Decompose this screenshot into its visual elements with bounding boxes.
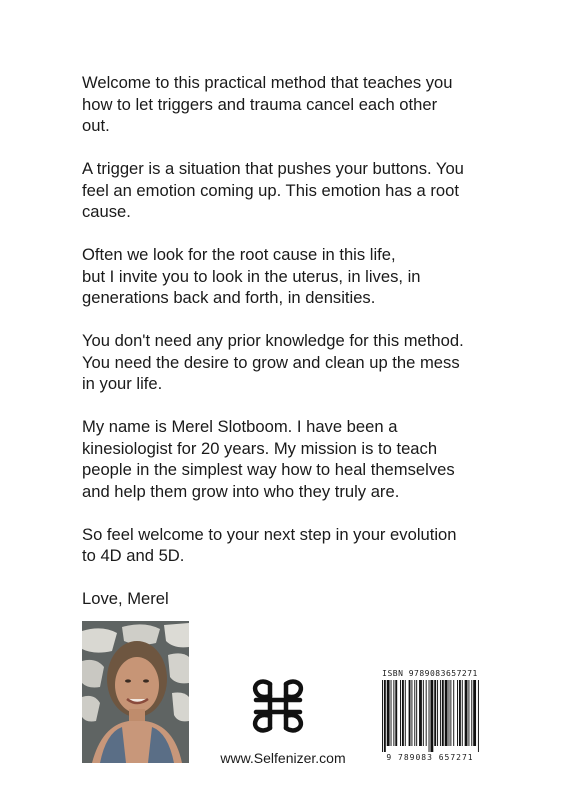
back-cover-text — [82, 72, 522, 631]
barcode-bar — [402, 680, 404, 746]
barcode-bar — [465, 680, 468, 746]
barcode-bar — [437, 680, 438, 746]
barcode-bar — [468, 680, 469, 746]
isbn-barcode — [378, 669, 482, 765]
barcode-bar — [382, 680, 383, 752]
barcode-bar — [445, 680, 448, 746]
paragraph-knowledge: You don't need any prior knowledge for this method. You need the desire to grow and clean up the mess in your life. — [82, 331, 464, 393]
paragraph-root-cause: Often we look for the root cause in this life, but I invite you to look in the uterus, in lives, in generations back and forth, in densities. — [82, 245, 421, 307]
website-link[interactable]: www.Selfenizer.com — [220, 750, 346, 766]
barcode-bar — [411, 680, 412, 746]
isbn-text-bottom: 9 789083 657271 — [386, 753, 474, 762]
barcode-bar — [450, 680, 451, 746]
barcode-bar — [462, 680, 463, 746]
barcode-bar — [429, 680, 430, 752]
paragraph-signature: Love, Merel — [82, 589, 169, 608]
barcode-bar — [384, 680, 386, 752]
barcode-bar — [395, 680, 397, 746]
barcode-bar — [473, 680, 476, 746]
barcode-bar — [414, 680, 415, 746]
barcode-bar — [416, 680, 417, 746]
barcode-bar — [409, 680, 411, 746]
selfenizer-logo — [248, 676, 308, 736]
barcode-bar — [442, 680, 444, 746]
isbn-text-top: ISBN 9789083657271 — [382, 669, 478, 678]
barcode-bar — [400, 680, 401, 746]
barcode-bar — [426, 680, 427, 746]
knot-logo-icon — [248, 676, 308, 736]
barcode-bar — [440, 680, 441, 746]
paragraph-welcome: Welcome to this practical method that teaches you how to let triggers and trauma cancel each other out. — [82, 73, 453, 135]
paragraph-trigger: A trigger is a situation that pushes your buttons. You feel an emotion coming up. This emotion has a root cause. — [82, 159, 464, 221]
barcode-bar — [471, 680, 472, 746]
paragraph-author: My name is Merel Slotboom. I have been a kinesiologist for 20 years. My mission is to teach people in the simplest way how to heal themselves and help them grow into who they truly are. — [82, 417, 455, 501]
paragraph-evolution: So feel welcome to your next step in your evolution to 4D and 5D. — [82, 524, 457, 565]
barcode-bar — [453, 680, 454, 746]
barcode-bar — [457, 680, 458, 746]
barcode-bar — [423, 680, 424, 746]
barcode-bar — [459, 680, 461, 746]
author-photo — [82, 621, 189, 763]
barcode-bar — [387, 680, 390, 746]
barcode-bar — [393, 680, 394, 746]
barcode-bar — [478, 680, 479, 752]
author-portrait-icon — [82, 621, 189, 763]
barcode-bars-icon — [378, 680, 482, 752]
barcode-bar — [434, 680, 436, 746]
barcode-bar — [391, 680, 392, 746]
barcode-bar — [405, 680, 406, 746]
barcode-bar — [430, 680, 433, 752]
barcode-bar — [419, 680, 422, 746]
barcode-bar — [449, 680, 450, 746]
